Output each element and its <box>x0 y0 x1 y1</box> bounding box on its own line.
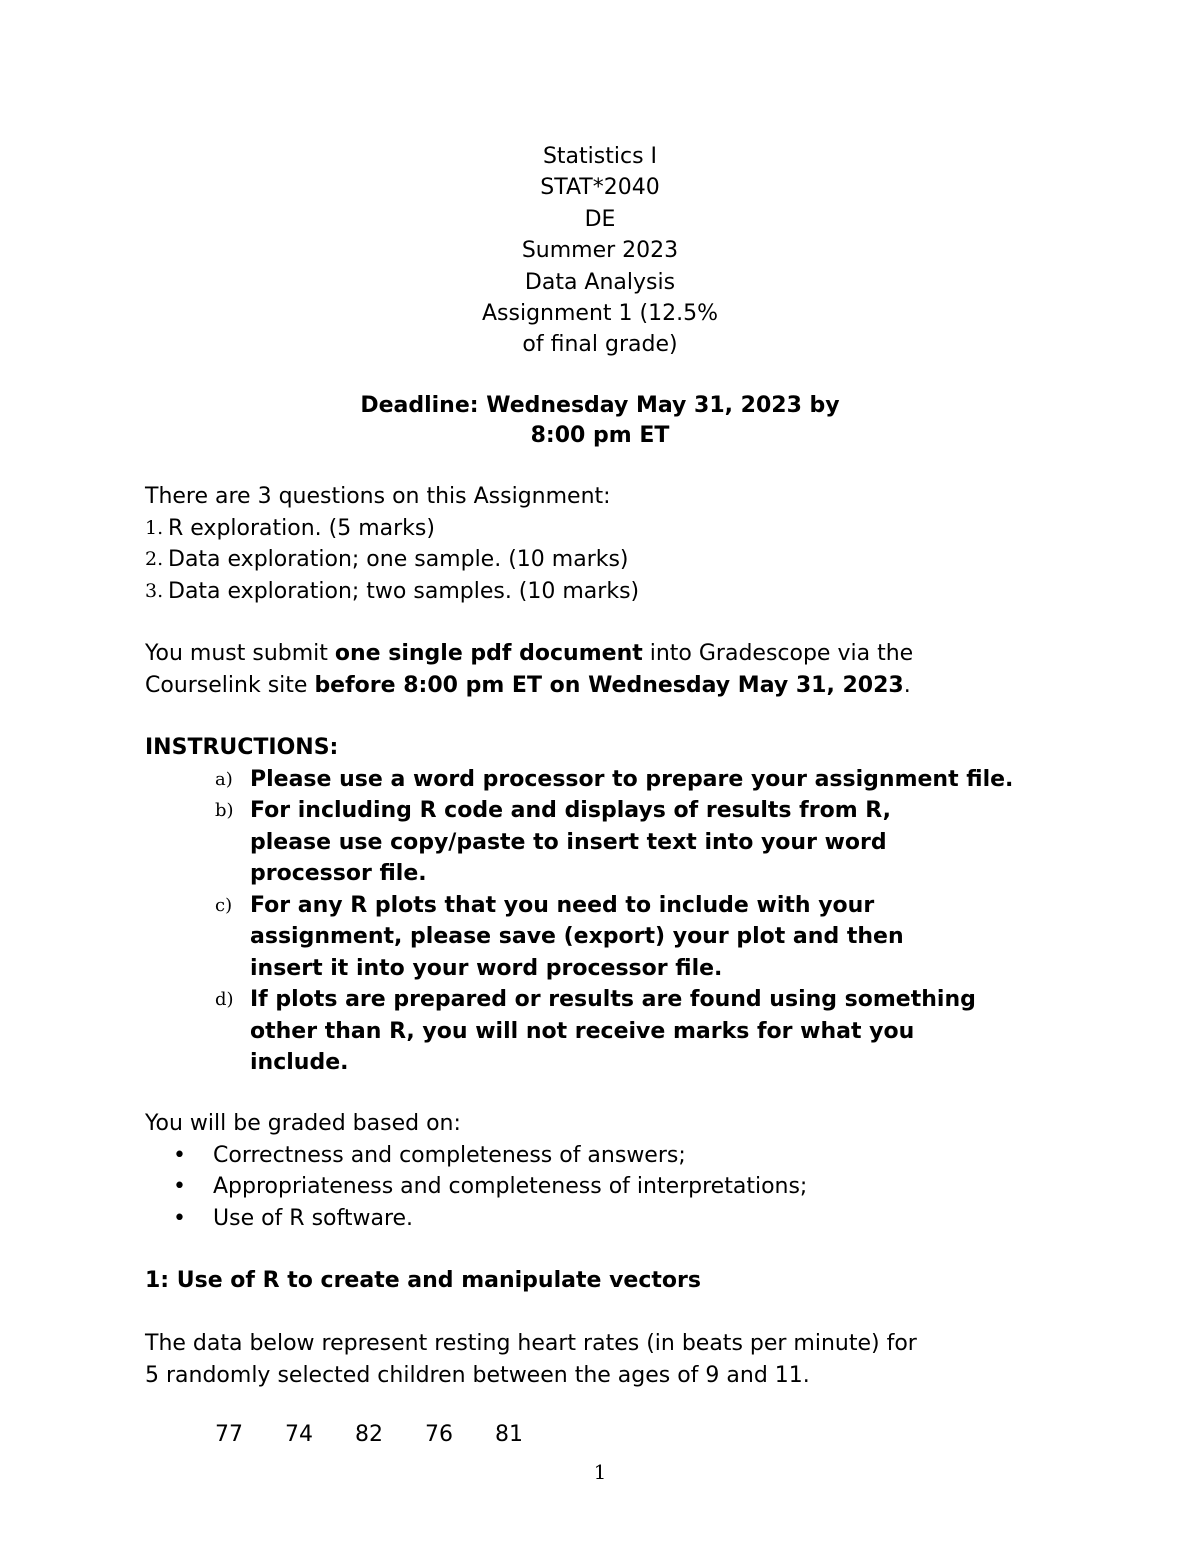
assignment-type: Data Analysis <box>524 269 676 295</box>
list-number: 1. <box>145 516 164 539</box>
text-span: Courselink site <box>145 672 315 698</box>
data-value: 74 <box>285 1422 313 1447</box>
course-section: DE <box>584 206 616 232</box>
section-description-line-1: The data below represent resting heart rates (in beats per minute) for <box>145 1331 917 1356</box>
text-line: insert it into your word processor file. <box>250 955 723 981</box>
grading-list <box>173 1140 1105 1235</box>
section-1 <box>145 1265 1105 1391</box>
list-letter: a) <box>215 768 233 790</box>
list-text <box>250 890 904 985</box>
bullet-icon: • <box>173 1205 186 1231</box>
text-line: For any R plots that you need to include with your <box>250 892 875 918</box>
list-text <box>250 795 891 890</box>
bullet-icon: • <box>173 1142 186 1168</box>
list-letter: b) <box>215 800 234 821</box>
grading-intro: You will be graded based on: <box>145 1111 461 1136</box>
course-title: Statistics I <box>542 144 658 169</box>
text-line: include. <box>250 1050 349 1075</box>
list-item <box>145 576 1105 608</box>
page-number: 1 <box>593 1460 607 1484</box>
questions-intro: There are 3 questions on this Assignment: <box>145 484 611 509</box>
text-span: . <box>903 672 911 698</box>
list-item <box>215 890 1105 985</box>
instructions-list <box>215 764 1105 1079</box>
data-value: 82 <box>355 1422 383 1447</box>
submission-line-2 <box>145 670 1105 702</box>
deadline-block <box>0 391 1200 451</box>
list-text: Data exploration; one sample. (10 marks) <box>168 547 629 572</box>
instructions-heading: INSTRUCTIONS: <box>145 735 339 760</box>
questions-block <box>145 481 1105 607</box>
submission-line-1 <box>145 638 1105 670</box>
list-number: 2. <box>145 548 164 570</box>
instructions-block <box>145 732 1105 1079</box>
text-line: please use copy/paste to insert text into your word <box>250 829 887 855</box>
list-text <box>250 984 976 1079</box>
heart-rate-values <box>215 1422 565 1447</box>
list-text: Data exploration; two samples. (10 marks) <box>168 578 640 604</box>
text-line: other than R, you will not receive marks for what you <box>250 1018 915 1044</box>
submission-paragraph <box>145 638 1105 701</box>
list-item <box>145 544 1105 576</box>
title-block <box>0 141 1200 361</box>
list-letter: c) <box>215 894 233 916</box>
text-line: processor file. <box>250 861 427 886</box>
list-item <box>215 795 1105 890</box>
text-line: If plots are prepared or results are found using something <box>250 987 976 1012</box>
list-text: Use of R software. <box>213 1205 414 1231</box>
list-text <box>250 764 1013 796</box>
bold-span: before 8:00 pm ET on Wednesday May 31, 2023 <box>314 672 904 698</box>
assignment-name: Assignment 1 (12.5% <box>482 301 718 327</box>
text-line: Please use a word processor to prepare your assignment file. <box>250 766 1014 792</box>
data-value: 81 <box>495 1422 523 1447</box>
text-line: assignment, please save (export) your plot and then <box>250 924 904 949</box>
text-span: You must submit <box>145 641 335 666</box>
data-value: 77 <box>215 1422 243 1447</box>
list-text: R exploration. (5 marks) <box>168 515 435 541</box>
list-text: Appropriateness and completeness of interpretations; <box>213 1174 808 1199</box>
bold-span: one single pdf document <box>334 641 643 666</box>
section-heading: 1: Use of R to create and manipulate vectors <box>145 1268 701 1293</box>
list-item <box>173 1203 1105 1235</box>
deadline-line-1: Deadline: Wednesday May 31, 2023 by <box>360 393 840 418</box>
list-item <box>173 1171 1105 1203</box>
list-letter: d) <box>215 989 234 1010</box>
course-term: Summer 2023 <box>521 238 679 264</box>
section-description-line-2: 5 randomly selected children between the ages of 9 and 11. <box>145 1362 810 1388</box>
text-span: into Gradescope via the <box>642 641 914 666</box>
list-number: 3. <box>145 579 164 602</box>
spacer <box>145 1297 1105 1329</box>
bullet-icon: • <box>173 1174 186 1199</box>
course-code: STAT*2040 <box>540 175 660 201</box>
deadline-line-2: 8:00 pm ET <box>530 423 670 448</box>
grading-block <box>145 1108 1105 1234</box>
list-item <box>215 984 1105 1079</box>
list-item <box>173 1140 1105 1172</box>
list-item <box>145 513 1105 545</box>
list-text: Correctness and completeness of answers; <box>213 1142 686 1168</box>
assignment-weight: of final grade) <box>522 332 678 358</box>
text-line: For including R code and displays of results from R, <box>250 798 892 823</box>
data-value: 76 <box>425 1422 453 1447</box>
list-item <box>215 764 1105 796</box>
